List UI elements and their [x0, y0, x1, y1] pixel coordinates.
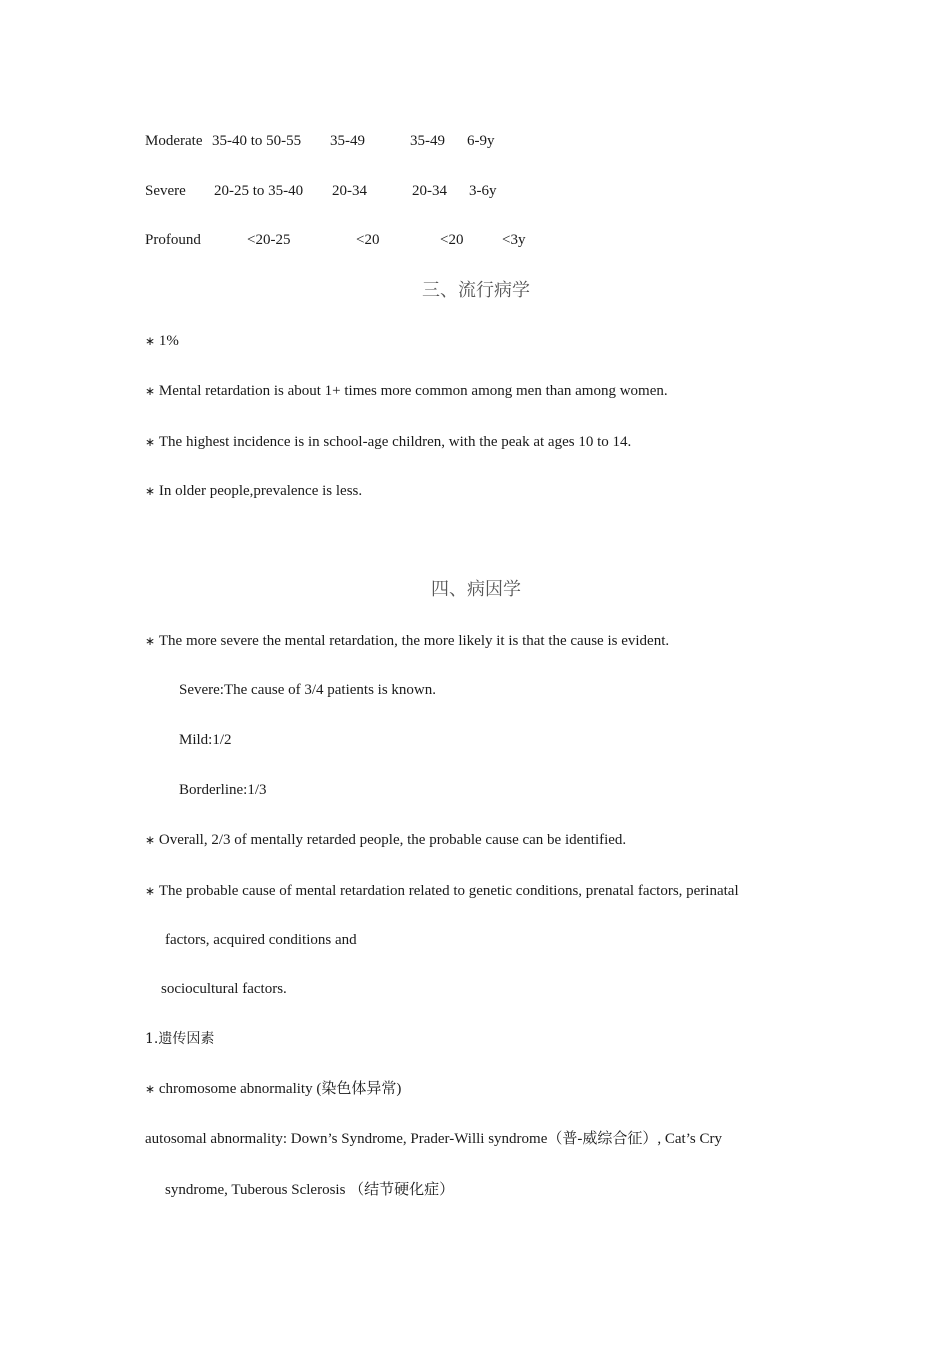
sub-item: Borderline:1/3: [179, 782, 267, 798]
bullet-item: [145, 331, 179, 351]
paragraph-line: syndrome, Tuberous Sclerosis （结节硬化症）: [165, 1182, 455, 1198]
row-level: Severe: [145, 183, 186, 199]
bullet-text: ∗ The probable cause of mental retardation related to genetic conditions, prenatal factors, perinatal: [145, 883, 739, 899]
row-range: <20-25: [247, 232, 291, 248]
bullet-text: ∗ The highest incidence is in school-age children, with the peak at ages 10 to 14.: [145, 434, 631, 450]
section-heading-etiology: 四、病因学: [431, 579, 521, 600]
bullet-item: [145, 830, 626, 850]
bullet-text: ∗ chromosome abnormality (染色体异常): [145, 1081, 401, 1097]
row-level: Profound: [145, 232, 201, 248]
bullet-item: [145, 432, 631, 452]
row-col2: 20-34: [412, 183, 447, 199]
subsection-heading: 1.遗传因素: [145, 1031, 215, 1047]
bullet-continuation: sociocultural factors.: [161, 981, 287, 997]
row-col2: 35-49: [410, 133, 445, 149]
bullet-item: [145, 481, 362, 501]
row-age: <3y: [502, 232, 526, 248]
bullet-text: ∗ Mental retardation is about 1+ times more common among men than among women.: [145, 383, 668, 399]
row-col1: 20-34: [332, 183, 367, 199]
row-col2: <20: [440, 232, 464, 248]
row-range: 35-40 to 50-55: [212, 133, 302, 149]
section-heading-epidemiology: 三、流行病学: [422, 280, 530, 301]
bullet-text: ∗ Overall, 2/3 of mentally retarded people, the probable cause can be identified.: [145, 832, 626, 848]
bullet-item: [145, 1079, 401, 1099]
row-range: 20-25 to 35-40: [214, 183, 304, 199]
bullet-text: ∗ The more severe the mental retardation, the more likely it is that the cause is evident.: [145, 633, 669, 649]
bullet-continuation: factors, acquired conditions and: [165, 932, 357, 948]
row-age: 6-9y: [467, 133, 495, 149]
bullet-item: [145, 881, 739, 901]
sub-item: Severe:The cause of 3/4 patients is known.: [179, 682, 437, 698]
bullet-text: ∗ In older people,prevalence is less.: [145, 483, 362, 499]
row-col1: 35-49: [330, 133, 365, 149]
row-level: Moderate: [145, 133, 203, 149]
bullet-item: [145, 631, 669, 651]
row-col1: <20: [356, 232, 380, 248]
bullet-item: [145, 381, 668, 401]
bullet-text: ∗ 1%: [145, 333, 179, 349]
row-age: 3-6y: [469, 183, 497, 199]
paragraph-line: autosomal abnormality: Down’s Syndrome, Prader-Willi syndrome（普-威综合征）, Cat’s Cry: [145, 1131, 722, 1147]
sub-item: Mild:1/2: [179, 732, 232, 748]
